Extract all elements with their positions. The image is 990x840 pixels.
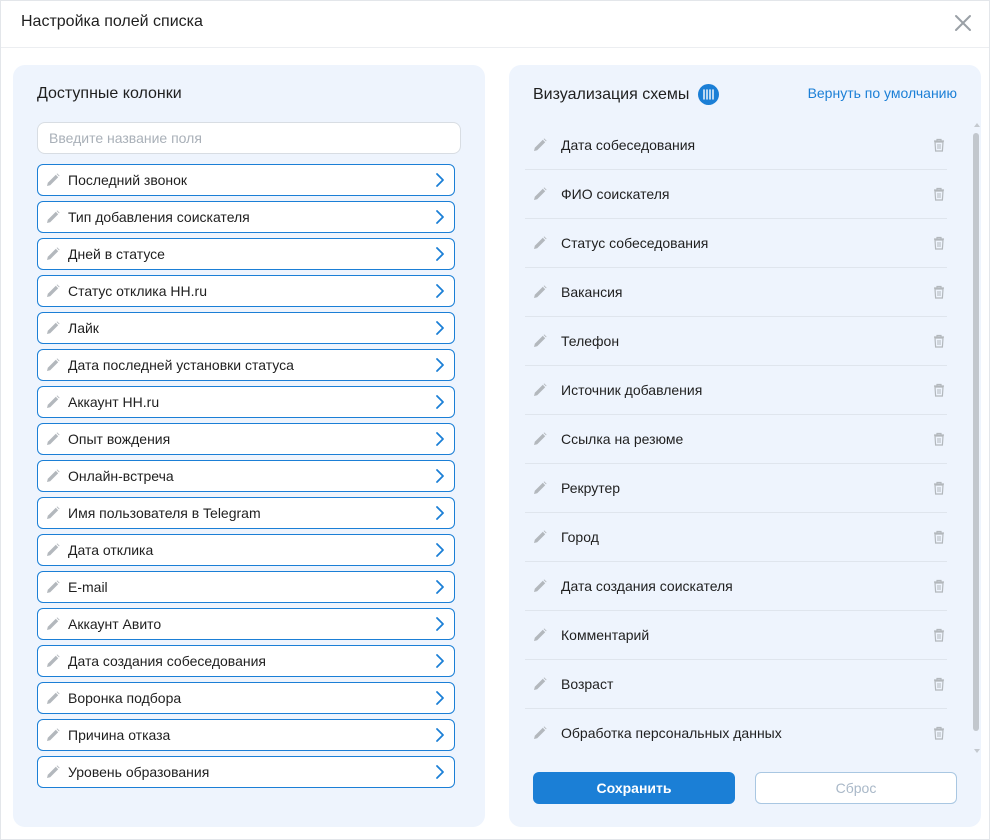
available-column-item[interactable] xyxy=(37,349,455,381)
available-column-label: Дата создания собеседования xyxy=(68,653,266,669)
trash-icon[interactable] xyxy=(933,138,945,152)
trash-icon[interactable] xyxy=(933,187,945,201)
scheme-column-item[interactable] xyxy=(525,709,947,758)
reset-button[interactable]: Сброс xyxy=(755,772,957,804)
available-column-item[interactable] xyxy=(37,312,455,344)
available-column-label: Последний звонок xyxy=(68,172,188,188)
available-column-label: Тип добавления соискателя xyxy=(68,209,250,225)
trash-icon[interactable] xyxy=(933,628,945,642)
available-column-label: Причина отказа xyxy=(68,727,171,743)
available-column-item[interactable] xyxy=(37,275,455,307)
available-column-item[interactable] xyxy=(37,571,455,603)
pencil-icon[interactable] xyxy=(533,138,547,152)
chevron-right-icon[interactable] xyxy=(434,431,446,447)
available-column-item[interactable] xyxy=(37,534,455,566)
available-column-item[interactable] xyxy=(37,201,455,233)
trash-icon[interactable] xyxy=(933,579,945,593)
scroll-thumb[interactable] xyxy=(973,133,979,731)
chevron-right-icon[interactable] xyxy=(434,320,446,336)
available-column-label: Лайк xyxy=(68,320,99,336)
scheme-column-item[interactable] xyxy=(525,366,947,415)
pencil-icon[interactable] xyxy=(46,395,60,409)
close-icon xyxy=(953,13,973,33)
scheme-column-item[interactable] xyxy=(525,415,947,464)
available-column-item[interactable] xyxy=(37,497,455,529)
pencil-icon[interactable] xyxy=(46,617,60,631)
scheme-column-item[interactable] xyxy=(525,562,947,611)
scheme-column-label: Комментарий xyxy=(561,627,650,643)
available-columns-title: Доступные колонки xyxy=(37,85,182,102)
available-column-label: Онлайн-встреча xyxy=(68,468,174,484)
available-columns-panel xyxy=(13,65,485,827)
scheme-column-item[interactable] xyxy=(525,464,947,513)
available-column-item[interactable] xyxy=(37,164,455,196)
pencil-icon[interactable] xyxy=(46,432,60,446)
available-column-label: E-mail xyxy=(68,579,108,595)
pencil-icon[interactable] xyxy=(46,654,60,668)
pencil-icon[interactable] xyxy=(533,285,547,299)
trash-icon[interactable] xyxy=(933,285,945,299)
available-column-label: Воронка подбора xyxy=(68,690,182,706)
trash-icon[interactable] xyxy=(933,432,945,446)
available-column-item[interactable] xyxy=(37,645,455,677)
pencil-icon[interactable] xyxy=(533,628,547,642)
pencil-icon[interactable] xyxy=(46,691,60,705)
trash-icon[interactable] xyxy=(933,726,945,740)
scheme-column-label: Статус собеседования xyxy=(561,235,709,251)
pencil-icon[interactable] xyxy=(533,530,547,544)
save-button[interactable]: Сохранить xyxy=(533,772,735,804)
scheme-column-item[interactable] xyxy=(525,268,947,317)
trash-icon[interactable] xyxy=(933,677,945,691)
available-column-label: Уровень образования xyxy=(68,764,210,780)
dialog-title: Настройка полей списка xyxy=(21,13,203,30)
available-column-item[interactable] xyxy=(37,460,455,492)
chevron-right-icon[interactable] xyxy=(434,690,446,706)
available-column-label: Дата последней установки статуса xyxy=(68,357,294,373)
pencil-icon[interactable] xyxy=(533,579,547,593)
chevron-right-icon[interactable] xyxy=(434,357,446,373)
scheme-column-label: Дата создания соискателя xyxy=(561,578,733,594)
trash-icon[interactable] xyxy=(933,481,945,495)
chevron-right-icon[interactable] xyxy=(434,468,446,484)
available-column-label: Имя пользователя в Telegram xyxy=(68,505,261,521)
pencil-icon[interactable] xyxy=(533,383,547,397)
scroll-up-arrow[interactable] xyxy=(974,123,980,127)
chevron-right-icon[interactable] xyxy=(434,246,446,262)
scheme-visualization-panel xyxy=(509,65,981,827)
available-column-item[interactable] xyxy=(37,386,455,418)
scheme-column-label: ФИО соискателя xyxy=(561,186,670,202)
chevron-right-icon[interactable] xyxy=(434,209,446,225)
available-column-item[interactable] xyxy=(37,608,455,640)
available-columns-list xyxy=(37,164,455,793)
available-column-label: Дата отклика xyxy=(68,542,154,558)
chevron-right-icon[interactable] xyxy=(434,727,446,743)
scheme-column-label: Город xyxy=(561,529,599,545)
pencil-icon[interactable] xyxy=(46,506,60,520)
chevron-right-icon[interactable] xyxy=(434,616,446,632)
scheme-column-label: Возраст xyxy=(561,676,614,692)
available-column-label: Статус отклика HH.ru xyxy=(68,283,207,299)
available-column-item[interactable] xyxy=(37,756,455,788)
available-column-item[interactable] xyxy=(37,238,455,270)
scheme-scrollbar[interactable] xyxy=(973,123,980,753)
reset-default-link[interactable]: Вернуть по умолчанию xyxy=(807,85,957,101)
pencil-icon[interactable] xyxy=(533,334,547,348)
pencil-icon[interactable] xyxy=(533,481,547,495)
scheme-title: Визуализация схемы xyxy=(533,85,690,103)
chevron-right-icon[interactable] xyxy=(434,579,446,595)
available-column-label: Аккаунт Авито xyxy=(68,616,162,632)
scheme-column-item[interactable] xyxy=(525,121,947,170)
pencil-icon[interactable] xyxy=(46,580,60,594)
trash-icon[interactable] xyxy=(933,383,945,397)
available-column-item[interactable] xyxy=(37,423,455,455)
chevron-right-icon[interactable] xyxy=(434,172,446,188)
pencil-icon[interactable] xyxy=(46,543,60,557)
close-button[interactable] xyxy=(953,13,973,33)
pencil-icon[interactable] xyxy=(46,247,60,261)
available-column-label: Аккаунт HH.ru xyxy=(68,394,160,410)
scheme-column-item[interactable] xyxy=(525,660,947,709)
chevron-right-icon[interactable] xyxy=(434,764,446,780)
dialog-header xyxy=(1,1,989,48)
chevron-right-icon[interactable] xyxy=(434,505,446,521)
field-search-input[interactable] xyxy=(37,122,461,154)
trash-icon[interactable] xyxy=(933,334,945,348)
pencil-icon[interactable] xyxy=(533,187,547,201)
chevron-right-icon[interactable] xyxy=(434,653,446,669)
chevron-right-icon[interactable] xyxy=(434,394,446,410)
pencil-icon[interactable] xyxy=(533,432,547,446)
scheme-column-item[interactable] xyxy=(525,219,947,268)
pencil-icon[interactable] xyxy=(533,677,547,691)
chevron-right-icon[interactable] xyxy=(434,542,446,558)
pencil-icon[interactable] xyxy=(533,236,547,250)
scheme-column-label: Обработка персональных данных xyxy=(561,725,782,741)
available-column-item[interactable] xyxy=(37,682,455,714)
pencil-icon[interactable] xyxy=(46,284,60,298)
scheme-column-label: Источник добавления xyxy=(561,382,703,398)
trash-icon[interactable] xyxy=(933,236,945,250)
scheme-column-item[interactable] xyxy=(525,317,947,366)
available-column-item[interactable] xyxy=(37,719,455,751)
scheme-column-label: Телефон xyxy=(561,333,620,349)
pencil-icon[interactable] xyxy=(46,210,60,224)
scheme-columns-list xyxy=(525,121,947,758)
pencil-icon[interactable] xyxy=(46,173,60,187)
pencil-icon[interactable] xyxy=(46,321,60,335)
pencil-icon[interactable] xyxy=(46,469,60,483)
scheme-title-row xyxy=(533,84,719,105)
pencil-icon[interactable] xyxy=(46,728,60,742)
scheme-column-item[interactable] xyxy=(525,611,947,660)
trash-icon[interactable] xyxy=(933,530,945,544)
available-column-label: Дней в статусе xyxy=(68,246,165,262)
pencil-icon[interactable] xyxy=(533,726,547,740)
chevron-right-icon[interactable] xyxy=(434,283,446,299)
scheme-column-item[interactable] xyxy=(525,170,947,219)
pencil-icon[interactable] xyxy=(46,765,60,779)
scheme-column-label: Вакансия xyxy=(561,284,623,300)
scheme-column-label: Ссылка на резюме xyxy=(561,431,684,447)
columns-icon[interactable] xyxy=(698,84,719,105)
scheme-column-item[interactable] xyxy=(525,513,947,562)
scheme-column-label: Дата собеседования xyxy=(561,137,696,153)
available-column-label: Опыт вождения xyxy=(68,431,171,447)
scheme-column-label: Рекрутер xyxy=(561,480,621,496)
pencil-icon[interactable] xyxy=(46,358,60,372)
scroll-down-arrow[interactable] xyxy=(974,749,980,753)
